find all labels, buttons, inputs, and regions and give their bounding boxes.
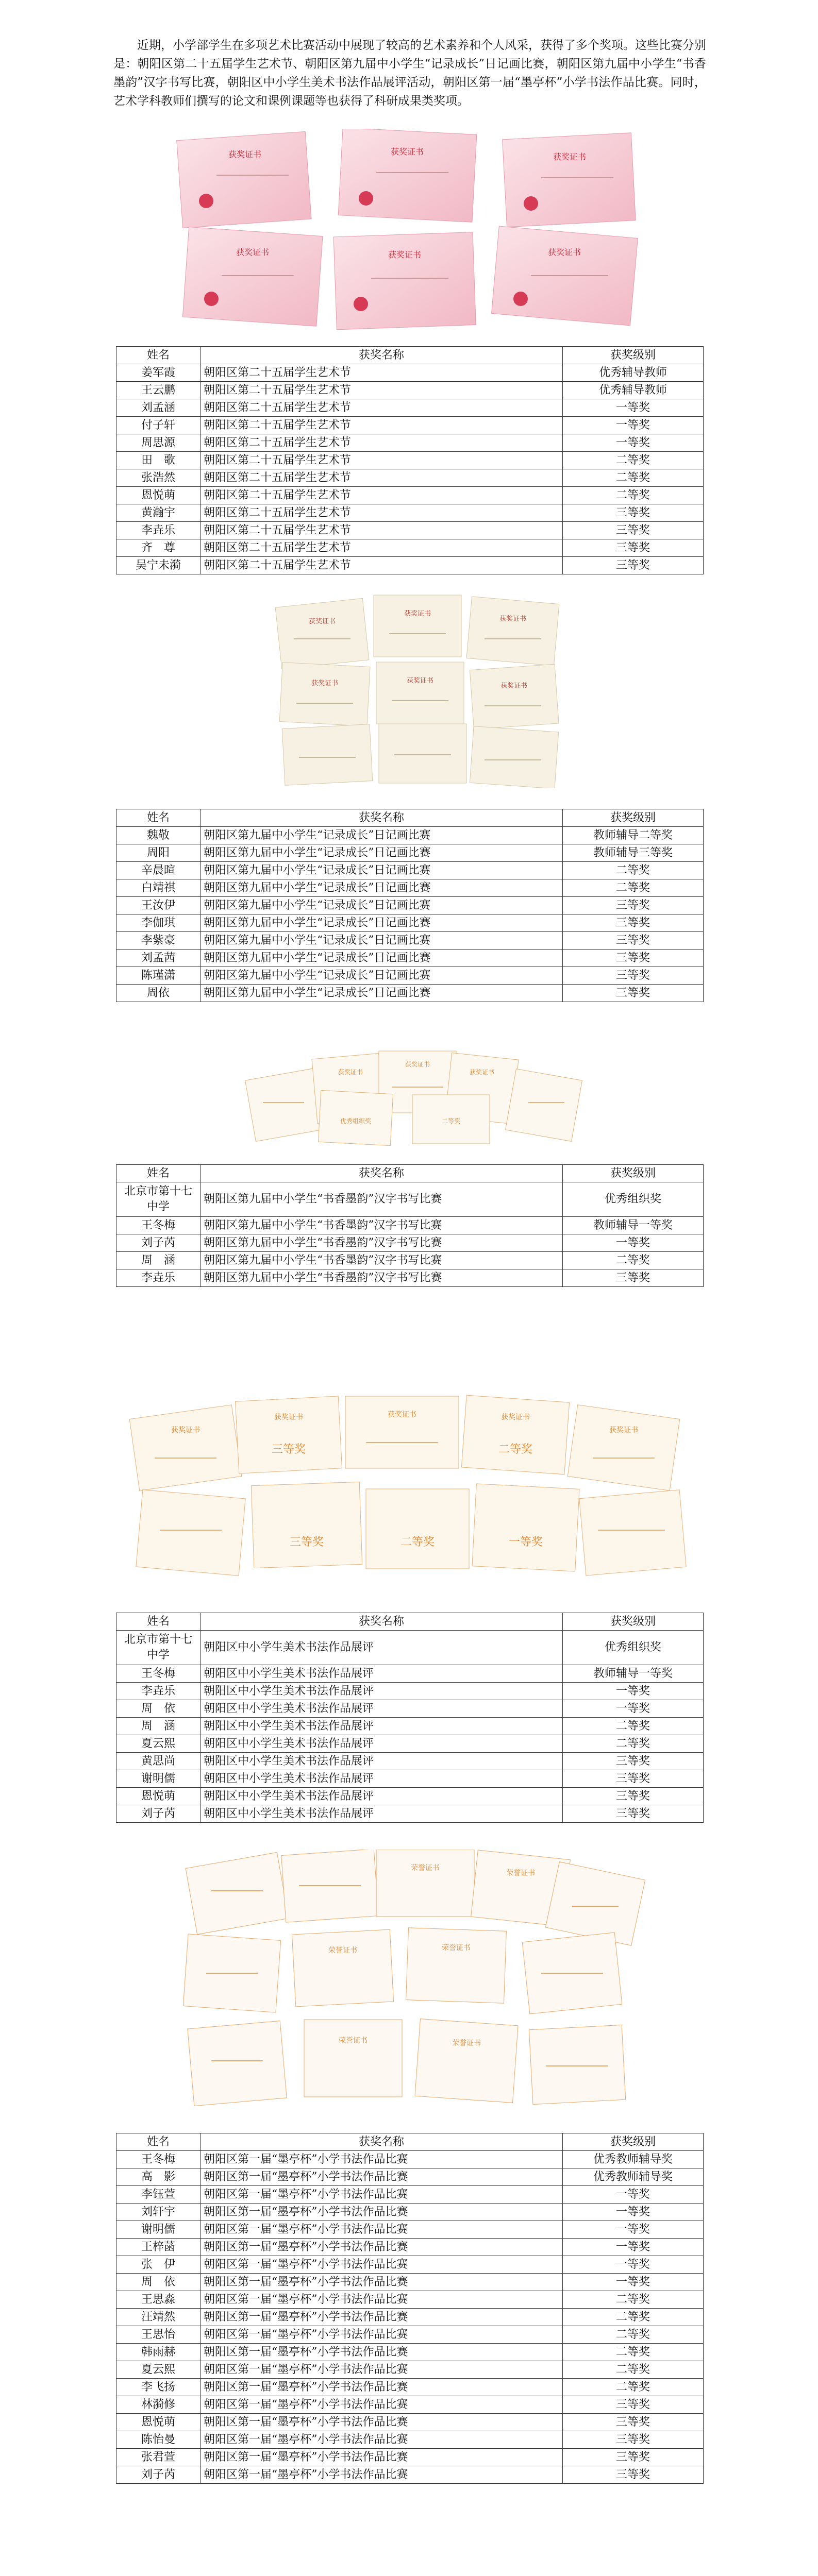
table-row: [116, 469, 704, 487]
cell-level: 二等奖: [563, 879, 704, 897]
cert-title: 获奖证书: [405, 1061, 430, 1068]
cell-name: 王冬梅: [116, 1665, 201, 1683]
cell-event: 朝阳区第一届“墨亭杯”小学书法作品比赛: [201, 2274, 563, 2291]
header-name: 姓名: [116, 809, 201, 827]
cell-event: 朝阳区第九届中小学生“记录成长”日记画比赛: [201, 844, 563, 862]
cell-name: 王思淼: [116, 2291, 201, 2309]
cell-level: 二等奖: [563, 452, 704, 469]
cell-event: 朝阳区中小学生美术书法作品展评: [201, 1665, 563, 1683]
cert-title: 荣誉证书: [411, 1865, 440, 1872]
table-row: [116, 1631, 704, 1665]
table-row: [116, 2204, 704, 2221]
table-row: [116, 522, 704, 539]
cell-level: 一等奖: [563, 1683, 704, 1700]
cell-level: 一等奖: [563, 2204, 704, 2221]
cell-name: 王冬梅: [116, 1217, 201, 1234]
cell-name: 张君萱: [116, 2449, 201, 2466]
cell-name: 谢明儒: [116, 2221, 201, 2239]
cell-name: 陈怡曼: [116, 2431, 201, 2449]
table-row: [116, 2326, 704, 2344]
table-row: [116, 539, 704, 557]
certificates-photo-calligraphy: [242, 1046, 582, 1149]
cell-event: 朝阳区第一届“墨亭杯”小学书法作品比赛: [201, 2309, 563, 2326]
table-row: [116, 862, 704, 879]
header-level: 获奖级别: [563, 809, 704, 827]
table-row: [116, 844, 704, 862]
cell-level: 三等奖: [563, 522, 704, 539]
cell-event: 朝阳区第九届中小学生“书香墨韵”汉字书写比赛: [201, 1234, 563, 1252]
certificates-photo-moting-cup: [170, 1850, 649, 2117]
cell-event: 朝阳区第九届中小学生“记录成长”日记画比赛: [201, 862, 563, 879]
table-row: [116, 2186, 704, 2204]
cell-name: 北京市第十七中学: [116, 1182, 201, 1217]
cell-level: 三等奖: [563, 504, 704, 522]
cell-level: 二等奖: [563, 2326, 704, 2344]
cell-level: 二等奖: [563, 862, 704, 879]
cell-name: 刘子芮: [116, 2466, 201, 2484]
cell-event: 朝阳区第九届中小学生“记录成长”日记画比赛: [201, 932, 563, 950]
award-table-moting-cup: [116, 2133, 704, 2484]
table-row: [116, 1735, 704, 1753]
cell-level: 三等奖: [563, 539, 704, 557]
cell-name: 周 涵: [116, 1718, 201, 1735]
table-row: [116, 2291, 704, 2309]
cell-level: 一等奖: [563, 2239, 704, 2256]
cell-event: 朝阳区第一届“墨亭杯”小学书法作品比赛: [201, 2239, 563, 2256]
table-row: [116, 557, 704, 574]
cell-event: 朝阳区中小学生美术书法作品展评: [201, 1700, 563, 1718]
cell-level: 一等奖: [563, 1234, 704, 1252]
cell-name: 李垚乐: [116, 1269, 201, 1287]
cert-title: 获奖证书: [499, 615, 527, 622]
cell-name: 白靖祺: [116, 879, 201, 897]
cell-event: 朝阳区第二十五届学生艺术节: [201, 469, 563, 487]
header-event: 获奖名称: [201, 347, 563, 364]
cert-title: 获奖证书: [609, 1427, 638, 1434]
table-row: [116, 1252, 704, 1269]
cert-title: 获奖证书: [171, 1427, 200, 1434]
cert-title: 获奖证书: [338, 1069, 363, 1076]
cell-name: 付子轩: [116, 417, 201, 434]
cell-event: 朝阳区第九届中小学生“记录成长”日记画比赛: [201, 985, 563, 1002]
certificate-stack-graphic: [242, 1046, 582, 1149]
cell-level: 一等奖: [563, 417, 704, 434]
cell-level: 一等奖: [563, 399, 704, 417]
cell-event: 朝阳区第一届“墨亭杯”小学书法作品比赛: [201, 2291, 563, 2309]
cell-event: 朝阳区中小学生美术书法作品展评: [201, 1788, 563, 1805]
cell-event: 朝阳区第一届“墨亭杯”小学书法作品比赛: [201, 2186, 563, 2204]
cell-level: 三等奖: [563, 1753, 704, 1770]
table-row: [116, 914, 704, 932]
cell-event: 朝阳区第二十五届学生艺术节: [201, 504, 563, 522]
cell-name: 田 歌: [116, 452, 201, 469]
cert-title: 获奖证书: [274, 1414, 303, 1421]
cell-level: 优秀辅导教师: [563, 364, 704, 382]
header-name: 姓名: [116, 347, 201, 364]
cell-name: 周依: [116, 985, 201, 1002]
cert-title: 荣誉证书: [339, 2037, 368, 2045]
award-label: 三等奖: [271, 1443, 306, 1455]
cell-event: 朝阳区第一届“墨亭杯”小学书法作品比赛: [201, 2256, 563, 2274]
cell-name: 刘孟茜: [116, 950, 201, 967]
cell-level: 三等奖: [563, 950, 704, 967]
cell-level: 三等奖: [563, 2414, 704, 2431]
table-row: [116, 1217, 704, 1234]
cell-event: 朝阳区第一届“墨亭杯”小学书法作品比赛: [201, 2221, 563, 2239]
cell-name: 王云鹏: [116, 382, 201, 399]
cell-name: 周阳: [116, 844, 201, 862]
cell-level: 教师辅导三等奖: [563, 844, 704, 862]
table-row: [116, 1665, 704, 1683]
cell-name: 魏敬: [116, 827, 201, 844]
certificate-stack-graphic: [170, 129, 649, 332]
cell-event: 朝阳区第一届“墨亭杯”小学书法作品比赛: [201, 2431, 563, 2449]
cell-event: 朝阳区中小学生美术书法作品展评: [201, 1753, 563, 1770]
cell-level: 一等奖: [563, 2186, 704, 2204]
award-label: 二等奖: [441, 1117, 461, 1125]
certificates-photo-exhibition: [119, 1391, 701, 1602]
cell-level: 二等奖: [563, 2291, 704, 2309]
award-label: 三等奖: [289, 1535, 324, 1548]
table-row: [116, 2466, 704, 2484]
cell-event: 朝阳区第一届“墨亭杯”小学书法作品比赛: [201, 2466, 563, 2484]
cell-level: 三等奖: [563, 2431, 704, 2449]
cell-level: 二等奖: [563, 469, 704, 487]
cell-event: 朝阳区第二十五届学生艺术节: [201, 382, 563, 399]
cell-event: 朝阳区第二十五届学生艺术节: [201, 539, 563, 557]
table-row: [116, 2151, 704, 2168]
table-row: [116, 1269, 704, 1287]
cell-name: 李垚乐: [116, 1683, 201, 1700]
cell-event: 朝阳区中小学生美术书法作品展评: [201, 1770, 563, 1788]
cell-level: 优秀辅导教师: [563, 382, 704, 399]
cell-name: 王冬梅: [116, 2151, 201, 2168]
cell-name: 周 涵: [116, 1252, 201, 1269]
cell-name: 吴宁未漪: [116, 557, 201, 574]
header-name: 姓名: [116, 2133, 201, 2151]
table-row: [116, 2168, 704, 2186]
award-label: 一等奖: [508, 1535, 543, 1548]
cell-level: 三等奖: [563, 897, 704, 914]
table-row: [116, 1753, 704, 1770]
cert-title: 获奖证书: [406, 676, 434, 684]
header-event: 获奖名称: [201, 1165, 563, 1182]
table-row: [116, 2414, 704, 2431]
cert-title: 获奖证书: [388, 1411, 416, 1419]
cert-title: 获奖证书: [228, 150, 262, 159]
cell-event: 朝阳区第九届中小学生“书香墨韵”汉字书写比赛: [201, 1252, 563, 1269]
cell-event: 朝阳区第一届“墨亭杯”小学书法作品比赛: [201, 2326, 563, 2344]
cell-name: 恩悦萌: [116, 1788, 201, 1805]
cell-name: 刘轩宇: [116, 2204, 201, 2221]
cell-level: 教师辅导二等奖: [563, 827, 704, 844]
cell-event: 朝阳区第九届中小学生“记录成长”日记画比赛: [201, 879, 563, 897]
cell-level: 二等奖: [563, 1252, 704, 1269]
certificate-stack-graphic: [170, 1850, 649, 2117]
cell-level: 教师辅导一等奖: [563, 1217, 704, 1234]
cell-level: 一等奖: [563, 1700, 704, 1718]
table-row: [116, 1788, 704, 1805]
cell-event: 朝阳区第九届中小学生“书香墨韵”汉字书写比赛: [201, 1182, 563, 1217]
intro-paragraph: 近期，小学部学生在多项艺术比赛活动中展现了较高的艺术素养和个人风采，获得了多个奖项。这些比赛分别是：朝阳区第二十五届学生艺术节、朝阳区第九届中小学生“记录成长”日记画比赛，朝阳区第九届中小学生“书香墨韵”汉字书写比赛，朝阳区中小学生美术书法作品展评活动，朝阳区第一届“墨亭杯”小学书法作品比赛。同时，艺术学科教师们撰写的论文和课例课题等也获得了科研成果类奖项。: [113, 39, 706, 108]
cell-event: 朝阳区第二十五届学生艺术节: [201, 452, 563, 469]
cell-level: 一等奖: [563, 2256, 704, 2274]
cell-event: 朝阳区第二十五届学生艺术节: [201, 522, 563, 539]
cell-level: 二等奖: [563, 2379, 704, 2396]
cell-name: 恩悦萌: [116, 487, 201, 504]
cell-level: 三等奖: [563, 1788, 704, 1805]
cell-level: 二等奖: [563, 487, 704, 504]
cell-level: 教师辅导一等奖: [563, 1665, 704, 1683]
cert-title: 获奖证书: [404, 609, 431, 617]
cert-title: 获奖证书: [308, 617, 336, 625]
header-level: 获奖级别: [563, 1613, 704, 1631]
cell-name: 李垚乐: [116, 522, 201, 539]
cell-name: 陈瑾潇: [116, 967, 201, 985]
cell-event: 朝阳区第一届“墨亭杯”小学书法作品比赛: [201, 2449, 563, 2466]
cell-level: 三等奖: [563, 914, 704, 932]
table-row: [116, 2239, 704, 2256]
table-row: [116, 1718, 704, 1735]
header-event: 获奖名称: [201, 2133, 563, 2151]
cell-level: 一等奖: [563, 2274, 704, 2291]
table-row: [116, 2449, 704, 2466]
table-row: [116, 1182, 704, 1217]
cell-name: 恩悦萌: [116, 2414, 201, 2431]
award-table-exhibition: [116, 1613, 704, 1823]
cell-name: 黄瀚宇: [116, 504, 201, 522]
cell-level: 优秀组织奖: [563, 1631, 704, 1665]
cell-level: 一等奖: [563, 2221, 704, 2239]
cell-level: 一等奖: [563, 434, 704, 452]
cell-name: 韩雨赫: [116, 2344, 201, 2361]
cell-name: 刘子芮: [116, 1234, 201, 1252]
header-level: 获奖级别: [563, 347, 704, 364]
cert-title: 荣誉证书: [442, 1944, 471, 1952]
cell-level: 三等奖: [563, 2449, 704, 2466]
cell-level: 三等奖: [563, 967, 704, 985]
cell-name: 黄思尚: [116, 1753, 201, 1770]
header-name: 姓名: [116, 1165, 201, 1182]
cell-name: 谢明儒: [116, 1770, 201, 1788]
cert-title: 获奖证书: [500, 682, 528, 689]
cell-event: 朝阳区第一届“墨亭杯”小学书法作品比赛: [201, 2396, 563, 2414]
cert-title: 获奖证书: [469, 1069, 495, 1076]
cell-level: 二等奖: [563, 1718, 704, 1735]
cell-level: 三等奖: [563, 2396, 704, 2414]
table-row: [116, 2379, 704, 2396]
certificate-stack-graphic: [273, 592, 562, 788]
cert-title: 获奖证书: [553, 153, 587, 162]
cell-level: 优秀组织奖: [563, 1182, 704, 1217]
cell-level: 三等奖: [563, 1269, 704, 1287]
table-row: [116, 967, 704, 985]
table-row: [116, 2431, 704, 2449]
cell-event: 朝阳区第九届中小学生“记录成长”日记画比赛: [201, 967, 563, 985]
cell-event: 朝阳区中小学生美术书法作品展评: [201, 1631, 563, 1665]
cell-event: 朝阳区第一届“墨亭杯”小学书法作品比赛: [201, 2361, 563, 2379]
cell-event: 朝阳区第一届“墨亭杯”小学书法作品比赛: [201, 2151, 563, 2168]
cert-title: 荣誉证书: [328, 1947, 357, 1955]
cert-title: 获奖证书: [547, 248, 581, 257]
cell-level: 三等奖: [563, 1770, 704, 1788]
cell-name: 李飞扬: [116, 2379, 201, 2396]
table-row: [116, 504, 704, 522]
cell-level: 三等奖: [563, 932, 704, 950]
header-level: 获奖级别: [563, 2133, 704, 2151]
cert-title: 荣誉证书: [452, 2040, 481, 2047]
table-row: [116, 897, 704, 914]
cell-name: 齐 尊: [116, 539, 201, 557]
cell-name: 王汝伊: [116, 897, 201, 914]
cell-name: 姜军霞: [116, 364, 201, 382]
header-name: 姓名: [116, 1613, 201, 1631]
cell-event: 朝阳区第一届“墨亭杯”小学书法作品比赛: [201, 2414, 563, 2431]
certificates-photo-diary-painting: [273, 592, 562, 788]
table-row: [116, 950, 704, 967]
cell-event: 朝阳区中小学生美术书法作品展评: [201, 1805, 563, 1823]
table-row: [116, 1683, 704, 1700]
cell-event: 朝阳区第二十五届学生艺术节: [201, 487, 563, 504]
header-level: 获奖级别: [563, 1165, 704, 1182]
cell-event: 朝阳区第二十五届学生艺术节: [201, 417, 563, 434]
cell-event: 朝阳区第二十五届学生艺术节: [201, 557, 563, 574]
cell-name: 夏云熙: [116, 2361, 201, 2379]
cell-event: 朝阳区第二十五届学生艺术节: [201, 399, 563, 417]
header-event: 获奖名称: [201, 809, 563, 827]
table-row: [116, 2274, 704, 2291]
table-row: [116, 399, 704, 417]
table-row: [116, 452, 704, 469]
table-row: [116, 417, 704, 434]
cell-name: 汪靖然: [116, 2309, 201, 2326]
cell-event: 朝阳区中小学生美术书法作品展评: [201, 1718, 563, 1735]
cell-event: 朝阳区第一届“墨亭杯”小学书法作品比赛: [201, 2379, 563, 2396]
table-row: [116, 985, 704, 1002]
table-row: [116, 2256, 704, 2274]
certificates-photo-art-festival: [170, 129, 649, 332]
cell-name: 刘孟涵: [116, 399, 201, 417]
cert-title: 获奖证书: [311, 679, 339, 687]
cell-name: 王思怡: [116, 2326, 201, 2344]
cert-title: 荣誉证书: [506, 1870, 535, 1877]
cell-level: 二等奖: [563, 2361, 704, 2379]
cell-level: 三等奖: [563, 985, 704, 1002]
cell-event: 朝阳区第九届中小学生“记录成长”日记画比赛: [201, 950, 563, 967]
cell-event: 朝阳区第九届中小学生“记录成长”日记画比赛: [201, 914, 563, 932]
table-row: [116, 1700, 704, 1718]
cell-name: 张浩然: [116, 469, 201, 487]
cell-level: 优秀教师辅导奖: [563, 2151, 704, 2168]
cell-event: 朝阳区第二十五届学生艺术节: [201, 364, 563, 382]
table-row: [116, 879, 704, 897]
cell-level: 优秀教师辅导奖: [563, 2168, 704, 2186]
cell-name: 林漪修: [116, 2396, 201, 2414]
header-event: 获奖名称: [201, 1613, 563, 1631]
cell-name: 李伽琪: [116, 914, 201, 932]
table-row: [116, 487, 704, 504]
award-label: 二等奖: [400, 1535, 435, 1548]
table-row: [116, 827, 704, 844]
cell-name: 李钰萱: [116, 2186, 201, 2204]
cell-name: 李紫豪: [116, 932, 201, 950]
cell-level: 三等奖: [563, 557, 704, 574]
table-row: [116, 1234, 704, 1252]
table-row: [116, 2309, 704, 2326]
table-row: [116, 1770, 704, 1788]
cell-event: 朝阳区第九届中小学生“书香墨韵”汉字书写比赛: [201, 1217, 563, 1234]
table-row: [116, 2361, 704, 2379]
cell-event: 朝阳区中小学生美术书法作品展评: [201, 1735, 563, 1753]
cell-level: 二等奖: [563, 2344, 704, 2361]
cell-name: 周 依: [116, 2274, 201, 2291]
certificate-stack-graphic: [119, 1391, 701, 1602]
table-row: [116, 382, 704, 399]
award-table-diary-painting: [116, 809, 704, 1002]
cell-event: 朝阳区第一届“墨亭杯”小学书法作品比赛: [201, 2168, 563, 2186]
cell-event: 朝阳区第九届中小学生“书香墨韵”汉字书写比赛: [201, 1269, 563, 1287]
cell-level: 三等奖: [563, 2466, 704, 2484]
cell-name: 辛晨暄: [116, 862, 201, 879]
cell-name: 王梓菡: [116, 2239, 201, 2256]
cell-name: 张 伊: [116, 2256, 201, 2274]
table-row: [116, 434, 704, 452]
award-table-calligraphy: [116, 1164, 704, 1287]
cert-title: 获奖证书: [390, 148, 424, 157]
award-label: 二等奖: [498, 1443, 533, 1455]
table-row: [116, 2396, 704, 2414]
cert-title: 获奖证书: [388, 251, 422, 260]
cell-event: 朝阳区第一届“墨亭杯”小学书法作品比赛: [201, 2344, 563, 2361]
cell-name: 周思源: [116, 434, 201, 452]
cell-name: 周 依: [116, 1700, 201, 1718]
cert-title: 获奖证书: [501, 1414, 530, 1421]
cell-name: 高 影: [116, 2168, 201, 2186]
cell-level: 三等奖: [563, 1805, 704, 1823]
table-row: [116, 932, 704, 950]
cell-level: 二等奖: [563, 1735, 704, 1753]
cell-name: 夏云熙: [116, 1735, 201, 1753]
cell-name: 北京市第十七中学: [116, 1631, 201, 1665]
cell-event: 朝阳区第二十五届学生艺术节: [201, 434, 563, 452]
cell-event: 朝阳区第一届“墨亭杯”小学书法作品比赛: [201, 2204, 563, 2221]
table-row: [116, 2344, 704, 2361]
cell-event: 朝阳区第九届中小学生“记录成长”日记画比赛: [201, 827, 563, 844]
table-row: [116, 1805, 704, 1823]
cell-name: 刘子芮: [116, 1805, 201, 1823]
cert-title: 获奖证书: [236, 248, 270, 257]
award-table-art-festival: [116, 346, 704, 574]
cell-level: 二等奖: [563, 2309, 704, 2326]
award-label: 优秀组织奖: [340, 1117, 372, 1125]
table-row: [116, 364, 704, 382]
cell-event: 朝阳区中小学生美术书法作品展评: [201, 1683, 563, 1700]
table-row: [116, 2221, 704, 2239]
cell-event: 朝阳区第九届中小学生“记录成长”日记画比赛: [201, 897, 563, 914]
